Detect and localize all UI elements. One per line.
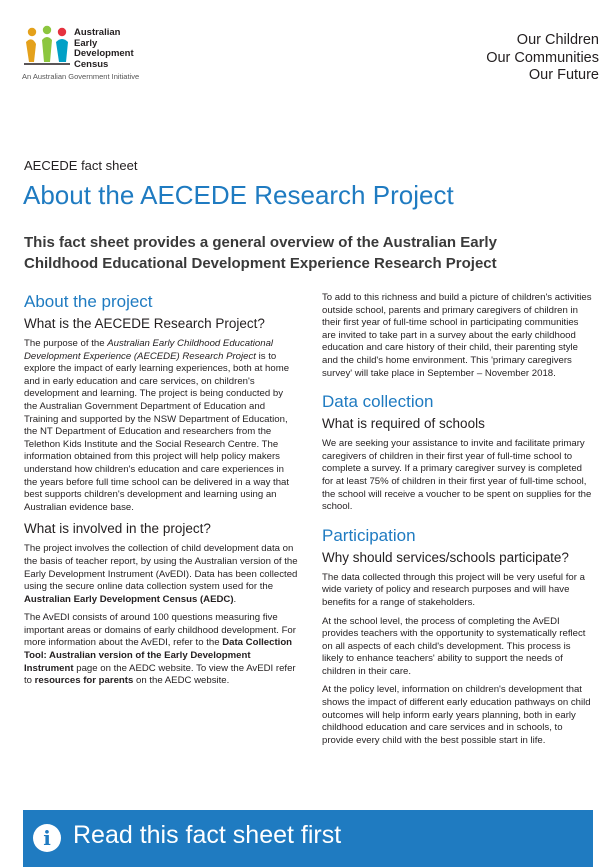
body-paragraph: At the policy level, information on children's development that shows the impact of different early education pathways on child outcomes will help inform early years planning, both in early childhood education and care services and in schools, to provide every child with the best possible start in life. (322, 684, 591, 746)
section-heading: Data collection (322, 392, 434, 412)
logo-wordmark: Australian Early Development Census (74, 27, 134, 70)
body-paragraph: At the school level, the process of completing the AvEDI provides teachers with the opportunity to systematically reflect on all aspects of each child's development. This process is likely to enhance teachers' ability to support the needs of children in their care. (322, 615, 586, 677)
read-first-banner (23, 810, 593, 867)
body-paragraph: The purpose of the Australian Early Childhood Educational Development Experience (AECEDE) Research Project is to explore the impact of early learning experiences, both at home and in early education and care services, on children's development and learning. The project is being conducted by the Australian Government Department of Education and Training and supported by the NSW Department of Education, the NT Department of Education and researchers from the Telethon Kids Institute and the Social Research Centre. The information obtained from this project will help policy makers understand how children's education and care experiences in the years before full time school can be delivered in a way that best supports children's development and learning using an Australian evidence base. (24, 338, 290, 513)
tagline-line: Our Children (516, 32, 599, 48)
body-paragraph: The data collected through this project will be very useful for a wide variety of policy and research purposes and will have benefits for a range of stakeholders. (322, 571, 585, 608)
data-collection-tool-link[interactable]: Data Collection Tool: Australian version of the Early Development Instrument (24, 637, 293, 674)
subsection-heading: What is required of schools (322, 416, 485, 432)
section-heading: About the project (24, 292, 153, 311)
body-paragraph: We are seeking your assistance to invite and facilitate primary caregivers of children in their first year of full-time school to complete a survey. If a primary caregiver survey is completed for at least 75% of children in their first year of full-time school, the school will receive a voucher to be spent on supplies for the school. (322, 438, 592, 513)
section-heading: Participation (322, 525, 416, 545)
lead-paragraph: This fact sheet provides a general overview of the Australian Early Childhood Educational Development Experience Research Project (24, 234, 497, 272)
tagline-line: Our Communities (486, 49, 599, 66)
doc-kicker: AECEDE fact sheet (24, 158, 138, 173)
left-column (24, 292, 298, 694)
subsection-heading: What is involved in the project? (24, 521, 211, 537)
tagline-line: Our Future (528, 67, 599, 83)
page-title: About the AECEDE Research Project (23, 180, 454, 210)
info-icon: i (33, 824, 61, 852)
banner-text: Read this fact sheet first (73, 821, 342, 849)
tagline (486, 32, 599, 85)
right-column (322, 292, 594, 753)
body-paragraph: The AvEDI consists of around 100 questions measuring five important areas or domains of early childhood development. For more information about the AvEDI, refer to the Data Collection Tool: Australian version of the Early Development Instrument page on the AEDC website. To view the AvEDI refer to resources for parents on the AEDC website. (24, 612, 296, 687)
subsection-heading: What is the AECEDE Research Project? (24, 316, 265, 331)
aedc-figures-icon (22, 22, 72, 68)
resources-for-parents-link[interactable]: resources for parents (34, 675, 134, 687)
logo-subtitle: An Australian Government Initiative (22, 72, 140, 81)
subsection-heading: Why should services/schools participate? (322, 549, 569, 565)
aedc-logo (22, 22, 172, 84)
body-paragraph: The project involves the collection of child development data on the basis of teacher report, by using the Australian version of the Early Development Instrument (AvEDI). Data has been collected using the secure online data collection system used for the Australian Early Development Census (AEDC). (24, 543, 298, 605)
body-paragraph: To add to this richness and build a picture of children's activities outside school, parents and primary caregivers of children in their first year of full-time school in participating communities are invited to take part in a survey about the early childhood education and care history of their child, their parenting style and the child's home environment. This 'primary caregivers survey' will take place in September – November 2018. (322, 292, 592, 379)
